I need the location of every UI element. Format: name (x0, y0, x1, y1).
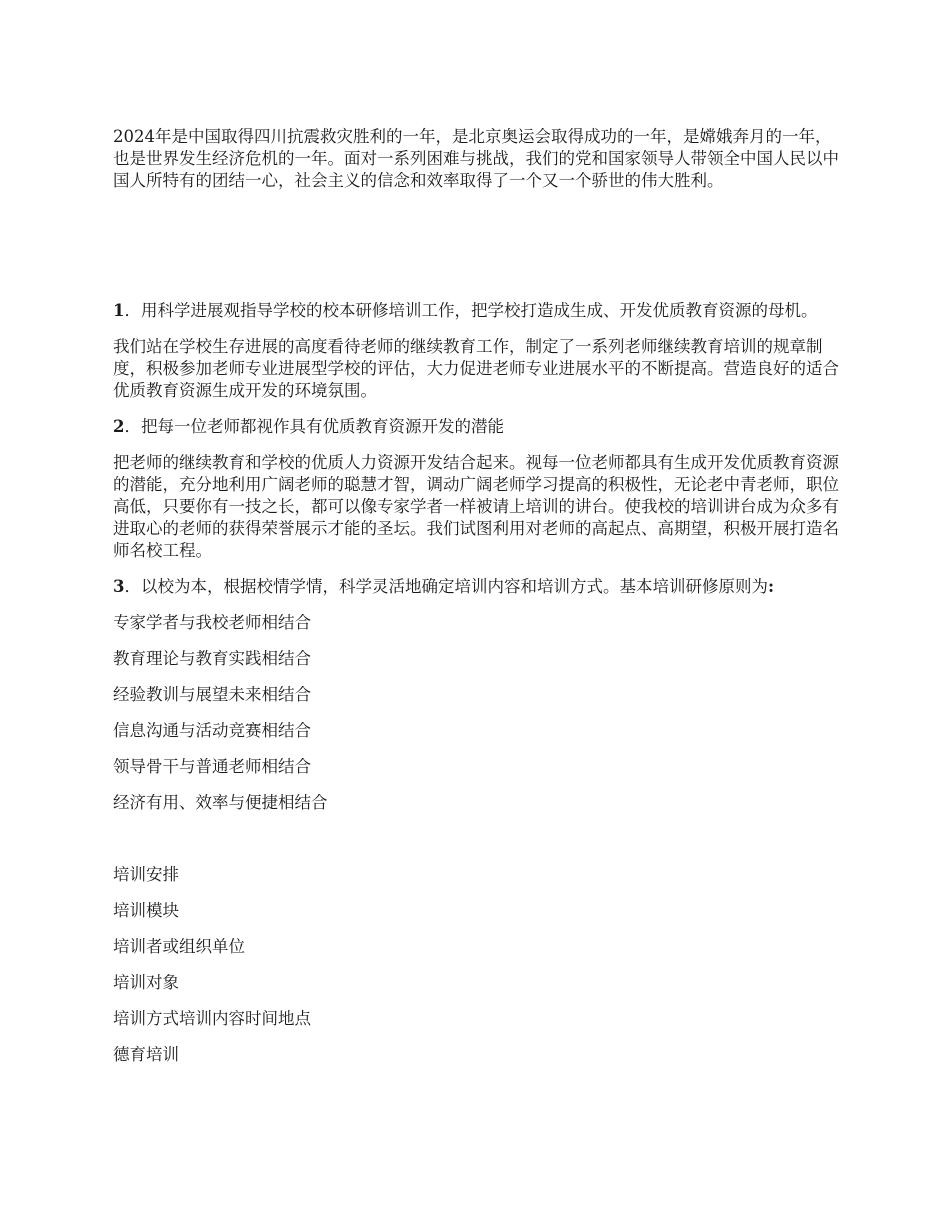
training-item: 德育培训 (113, 1045, 179, 1064)
training-item: 培训对象 (113, 973, 179, 992)
section-3-number: 3 (113, 577, 125, 596)
section-2-body: 把老师的继续教育和学校的优质人力资源开发结合起来。视每一位老师都具有生成开发优质教育资源的潜能，充分地利用广阔老师的聪慧才智，调动广阔老师学习提高的积极性，无论老中青老师，职位高低，只要你有一技之长，都可以像专家学者一样被请上培训的讲台。使我校的培训讲台成为众多有进取心的老师的获得荣誉展示才能的圣坛。我们试图利用对老师的高起点、高期望，积极开展打造名师名校工程。 (113, 453, 839, 560)
section-1-number: 1 (113, 301, 125, 320)
section-2-heading (113, 416, 843, 438)
training-item: 培训模块 (113, 901, 179, 920)
section-3-heading-text: ．以校为本，根据校情学情，科学灵活地确定培训内容和培训方式。基本培训研修原则为 (124, 577, 768, 596)
section-1-heading-text: ．用科学进展观指导学校的校本研修培训工作，把学校打造成生成、开发优质教育资源的母机。 (124, 301, 818, 320)
training-item: 培训安排 (113, 865, 179, 884)
principle-item: 经验教训与展望未来相结合 (113, 685, 311, 704)
principle-item: 领导骨干与普通老师相结合 (113, 757, 311, 776)
main-content (113, 300, 843, 1080)
principle-item: 信息沟通与活动竞赛相结合 (113, 721, 311, 740)
principle-item: 教育理论与教育实践相结合 (113, 649, 311, 668)
section-2-number: 2 (113, 417, 125, 436)
training-item: 培训者或组织单位 (113, 937, 245, 956)
section-2-heading-text: ．把每一位老师都视作具有优质教育资源开发的潜能 (124, 417, 504, 436)
section-1-heading (113, 300, 843, 322)
principle-item: 专家学者与我校老师相结合 (113, 613, 311, 632)
intro-paragraph: 2024年是中国取得四川抗震救灾胜利的一年，是北京奥运会取得成功的一年，是嫦娥奔月的一年，也是世界发生经济危机的一年。面对一系列困难与挑战，我们的党和国家领导人带领全中国人民以中国人所特有的团结一心，社会主义的信念和效率取得了一个又一个骄世的伟大胜利。 (113, 127, 839, 190)
section-3-heading (113, 576, 843, 598)
training-item: 培训方式培训内容时间地点 (113, 1009, 311, 1028)
spacer (113, 828, 843, 864)
section-1-body: 我们站在学校生存进展的高度看待老师的继续教育工作，制定了一系列老师继续教育培训的规章制度，积极参加老师专业进展型学校的评估，大力促进老师专业进展水平的不断提高。营造良好的适合优质教育资源生成开发的环境氛围。 (113, 337, 839, 400)
principle-item: 经济有用、效率与便捷相结合 (113, 793, 328, 812)
section-3-heading-colon: : (767, 577, 775, 596)
